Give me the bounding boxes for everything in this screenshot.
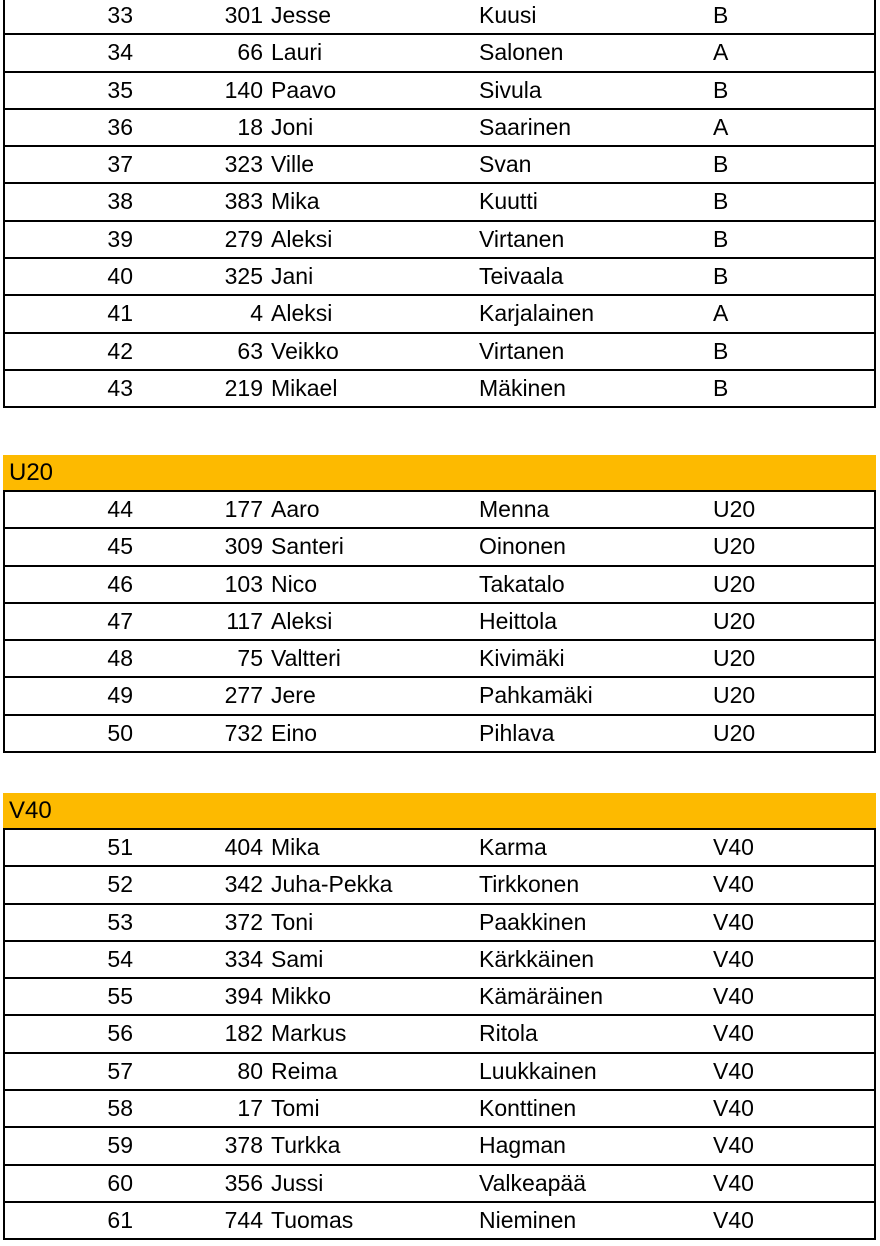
bib-cell: 277 bbox=[224, 682, 263, 709]
first-name-cell: Ville bbox=[271, 151, 315, 178]
bib-cell: 66 bbox=[237, 39, 263, 66]
rank-cell: 37 bbox=[107, 151, 133, 178]
first-name-cell: Mikko bbox=[271, 983, 332, 1010]
first-name-cell: Tomi bbox=[271, 1095, 320, 1122]
last-name-cell: Nieminen bbox=[479, 1206, 577, 1233]
class-cell: U20 bbox=[713, 607, 756, 634]
first-name-cell: Aleksi bbox=[271, 300, 333, 327]
last-name-cell: Tirkkonen bbox=[479, 871, 580, 898]
bib-cell: 378 bbox=[224, 1132, 263, 1159]
last-name-cell: Pihlava bbox=[479, 719, 555, 746]
section-1 bbox=[3, 455, 876, 753]
rank-cell: 39 bbox=[107, 225, 133, 252]
first-name-cell: Eino bbox=[271, 719, 318, 746]
first-name-cell: Turkka bbox=[271, 1132, 341, 1159]
class-cell: B bbox=[713, 263, 729, 290]
class-cell: B bbox=[713, 188, 729, 215]
bib-cell: 732 bbox=[224, 719, 263, 746]
last-name-cell: Kivimäki bbox=[479, 645, 565, 672]
table-row bbox=[5, 529, 874, 566]
class-cell: V40 bbox=[713, 834, 754, 860]
table-row bbox=[5, 334, 874, 371]
rank-cell: 53 bbox=[107, 908, 133, 935]
first-name-cell: Santeri bbox=[271, 533, 344, 560]
first-name-cell: Reima bbox=[271, 1057, 338, 1084]
last-name-cell: Kuutti bbox=[479, 188, 538, 215]
section-header: U20 bbox=[3, 455, 876, 490]
rank-cell: 51 bbox=[107, 834, 133, 860]
bib-cell: 4 bbox=[250, 300, 263, 327]
table-row bbox=[5, 222, 874, 259]
table-row bbox=[5, 1091, 874, 1128]
bib-cell: 325 bbox=[224, 263, 263, 290]
table-row bbox=[5, 1166, 874, 1203]
bib-cell: 301 bbox=[224, 2, 263, 28]
table-row bbox=[5, 1016, 874, 1053]
results-table bbox=[3, 0, 876, 408]
bib-cell: 219 bbox=[224, 374, 263, 401]
rank-cell: 49 bbox=[107, 682, 133, 709]
class-cell: U20 bbox=[713, 645, 756, 672]
class-cell: V40 bbox=[713, 1020, 754, 1047]
results-table bbox=[3, 490, 876, 753]
class-cell: A bbox=[713, 300, 729, 327]
first-name-cell: Mika bbox=[271, 834, 320, 860]
class-cell: B bbox=[713, 2, 729, 28]
last-name-cell: Heittola bbox=[479, 607, 557, 634]
last-name-cell: Kärkkäinen bbox=[479, 945, 595, 972]
bib-cell: 140 bbox=[224, 76, 263, 103]
bib-cell: 394 bbox=[224, 983, 263, 1010]
bib-cell: 404 bbox=[224, 834, 263, 860]
first-name-cell: Jere bbox=[271, 682, 316, 709]
last-name-cell: Pahkamäki bbox=[479, 682, 593, 709]
section-header: V40 bbox=[3, 793, 876, 828]
rank-cell: 61 bbox=[107, 1206, 133, 1233]
first-name-cell: Aaro bbox=[271, 496, 320, 522]
table-row bbox=[5, 371, 874, 408]
bib-cell: 356 bbox=[224, 1169, 263, 1196]
table-row bbox=[5, 1128, 874, 1165]
table-row bbox=[5, 296, 874, 333]
first-name-cell: Jussi bbox=[271, 1169, 324, 1196]
bib-cell: 177 bbox=[224, 496, 263, 522]
first-name-cell: Mikael bbox=[271, 374, 338, 401]
rank-cell: 59 bbox=[107, 1132, 133, 1159]
class-cell: V40 bbox=[713, 908, 754, 935]
bib-cell: 323 bbox=[224, 151, 263, 178]
last-name-cell: Virtanen bbox=[479, 225, 565, 252]
first-name-cell: Joni bbox=[271, 113, 314, 140]
table-row bbox=[5, 942, 874, 979]
bib-cell: 103 bbox=[224, 570, 263, 597]
first-name-cell: Markus bbox=[271, 1020, 347, 1047]
bib-cell: 63 bbox=[237, 337, 263, 364]
rank-cell: 54 bbox=[107, 945, 133, 972]
table-row bbox=[5, 604, 874, 641]
table-row bbox=[5, 492, 874, 529]
first-name-cell: Aleksi bbox=[271, 225, 333, 252]
table-row bbox=[5, 567, 874, 604]
table-row bbox=[5, 641, 874, 678]
rank-cell: 42 bbox=[107, 337, 133, 364]
rank-cell: 50 bbox=[107, 719, 133, 746]
class-cell: V40 bbox=[713, 1132, 754, 1159]
rank-cell: 44 bbox=[107, 496, 133, 522]
last-name-cell: Luukkainen bbox=[479, 1057, 597, 1084]
class-cell: V40 bbox=[713, 983, 754, 1010]
last-name-cell: Valkeapää bbox=[479, 1169, 586, 1196]
table-row bbox=[5, 110, 874, 147]
rank-cell: 34 bbox=[107, 39, 133, 66]
section-0 bbox=[3, 0, 876, 408]
class-cell: U20 bbox=[713, 682, 756, 709]
last-name-cell: Kämäräinen bbox=[479, 983, 604, 1010]
bib-cell: 75 bbox=[237, 645, 263, 672]
first-name-cell: Tuomas bbox=[271, 1206, 354, 1233]
last-name-cell: Kuusi bbox=[479, 2, 537, 28]
class-cell: V40 bbox=[713, 1095, 754, 1122]
rank-cell: 56 bbox=[107, 1020, 133, 1047]
first-name-cell: Valtteri bbox=[271, 645, 341, 672]
rank-cell: 55 bbox=[107, 983, 133, 1010]
last-name-cell: Salonen bbox=[479, 39, 564, 66]
bib-cell: 18 bbox=[237, 113, 263, 140]
bib-cell: 182 bbox=[224, 1020, 263, 1047]
first-name-cell: Nico bbox=[271, 570, 318, 597]
bib-cell: 80 bbox=[237, 1057, 263, 1084]
last-name-cell: Oinonen bbox=[479, 533, 566, 560]
rank-cell: 58 bbox=[107, 1095, 133, 1122]
rank-cell: 36 bbox=[107, 113, 133, 140]
rank-cell: 41 bbox=[107, 300, 133, 327]
table-row bbox=[5, 184, 874, 221]
class-cell: V40 bbox=[713, 1057, 754, 1084]
class-cell: B bbox=[713, 151, 729, 178]
rank-cell: 33 bbox=[107, 2, 133, 28]
table-row bbox=[5, 905, 874, 942]
last-name-cell: Paakkinen bbox=[479, 908, 587, 935]
rank-cell: 35 bbox=[107, 76, 133, 103]
last-name-cell: Konttinen bbox=[479, 1095, 577, 1122]
bib-cell: 17 bbox=[237, 1095, 263, 1122]
table-row bbox=[5, 35, 874, 72]
last-name-cell: Mäkinen bbox=[479, 374, 566, 401]
first-name-cell: Paavo bbox=[271, 76, 337, 103]
last-name-cell: Teivaala bbox=[479, 263, 564, 290]
last-name-cell: Takatalo bbox=[479, 570, 565, 597]
last-name-cell: Hagman bbox=[479, 1132, 566, 1159]
last-name-cell: Karjalainen bbox=[479, 300, 595, 327]
last-name-cell: Svan bbox=[479, 151, 532, 178]
rank-cell: 57 bbox=[107, 1057, 133, 1084]
last-name-cell: Virtanen bbox=[479, 337, 565, 364]
table-row bbox=[5, 830, 874, 867]
bib-cell: 334 bbox=[224, 945, 263, 972]
rank-cell: 45 bbox=[107, 533, 133, 560]
table-row bbox=[5, 259, 874, 296]
bib-cell: 309 bbox=[224, 533, 263, 560]
class-cell: V40 bbox=[713, 1206, 754, 1233]
bib-cell: 383 bbox=[224, 188, 263, 215]
class-cell: B bbox=[713, 225, 729, 252]
class-cell: B bbox=[713, 374, 729, 401]
class-cell: U20 bbox=[713, 719, 756, 746]
table-row bbox=[5, 979, 874, 1016]
class-cell: U20 bbox=[713, 533, 756, 560]
section-2 bbox=[3, 793, 876, 1240]
first-name-cell: Aleksi bbox=[271, 607, 333, 634]
table-row bbox=[5, 147, 874, 184]
table-row bbox=[5, 867, 874, 904]
rank-cell: 40 bbox=[107, 263, 133, 290]
last-name-cell: Sivula bbox=[479, 76, 542, 103]
class-cell: U20 bbox=[713, 496, 756, 522]
last-name-cell: Menna bbox=[479, 496, 550, 522]
last-name-cell: Karma bbox=[479, 834, 547, 860]
rank-cell: 60 bbox=[107, 1169, 133, 1196]
class-cell: A bbox=[713, 113, 729, 140]
rank-cell: 48 bbox=[107, 645, 133, 672]
table-row bbox=[5, 678, 874, 715]
bib-cell: 744 bbox=[224, 1206, 263, 1233]
class-cell: A bbox=[713, 39, 729, 66]
class-cell: V40 bbox=[713, 871, 754, 898]
first-name-cell: Toni bbox=[271, 908, 314, 935]
rank-cell: 43 bbox=[107, 374, 133, 401]
table-row bbox=[5, 1203, 874, 1240]
bib-cell: 279 bbox=[224, 225, 263, 252]
first-name-cell: Mika bbox=[271, 188, 320, 215]
last-name-cell: Saarinen bbox=[479, 113, 572, 140]
first-name-cell: Lauri bbox=[271, 39, 323, 66]
first-name-cell: Jani bbox=[271, 263, 314, 290]
table-row bbox=[5, 73, 874, 110]
first-name-cell: Juha-Pekka bbox=[271, 871, 393, 898]
rank-cell: 47 bbox=[107, 607, 133, 634]
last-name-cell: Ritola bbox=[479, 1020, 538, 1047]
bib-cell: 117 bbox=[226, 607, 263, 634]
class-cell: V40 bbox=[713, 945, 754, 972]
class-cell: V40 bbox=[713, 1169, 754, 1196]
bib-cell: 342 bbox=[224, 871, 263, 898]
bib-cell: 372 bbox=[224, 908, 263, 935]
class-cell: B bbox=[713, 76, 729, 103]
table-row bbox=[5, 1054, 874, 1091]
class-cell: B bbox=[713, 337, 729, 364]
first-name-cell: Sami bbox=[271, 945, 324, 972]
rank-cell: 38 bbox=[107, 188, 133, 215]
rank-cell: 52 bbox=[107, 871, 133, 898]
table-row bbox=[5, 0, 874, 35]
results-table bbox=[3, 828, 876, 1240]
table-row bbox=[5, 716, 874, 753]
class-cell: U20 bbox=[713, 570, 756, 597]
first-name-cell: Jesse bbox=[271, 2, 332, 28]
rank-cell: 46 bbox=[107, 570, 133, 597]
first-name-cell: Veikko bbox=[271, 337, 339, 364]
